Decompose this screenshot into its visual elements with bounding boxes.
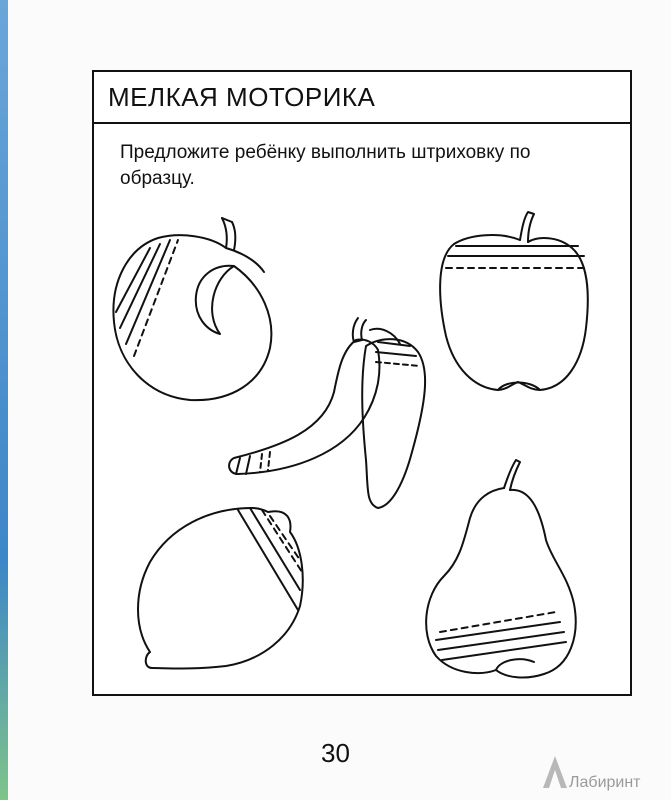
watermark-logo-icon [541,754,571,790]
peach-icon [113,218,271,400]
pear-icon [426,460,576,677]
page-number: 30 [321,738,350,768]
watermark-text: Лабиринт [569,774,641,791]
page-title: МЕЛКАЯ МОТОРИКА [108,81,376,112]
lemon-icon [138,508,303,669]
instruction-text: Предложите ребёнку выполнить штриховку по образцу. [120,142,531,189]
chili-peppers-icon [229,318,425,508]
publisher-watermark [541,754,661,794]
apple-icon [440,212,588,390]
